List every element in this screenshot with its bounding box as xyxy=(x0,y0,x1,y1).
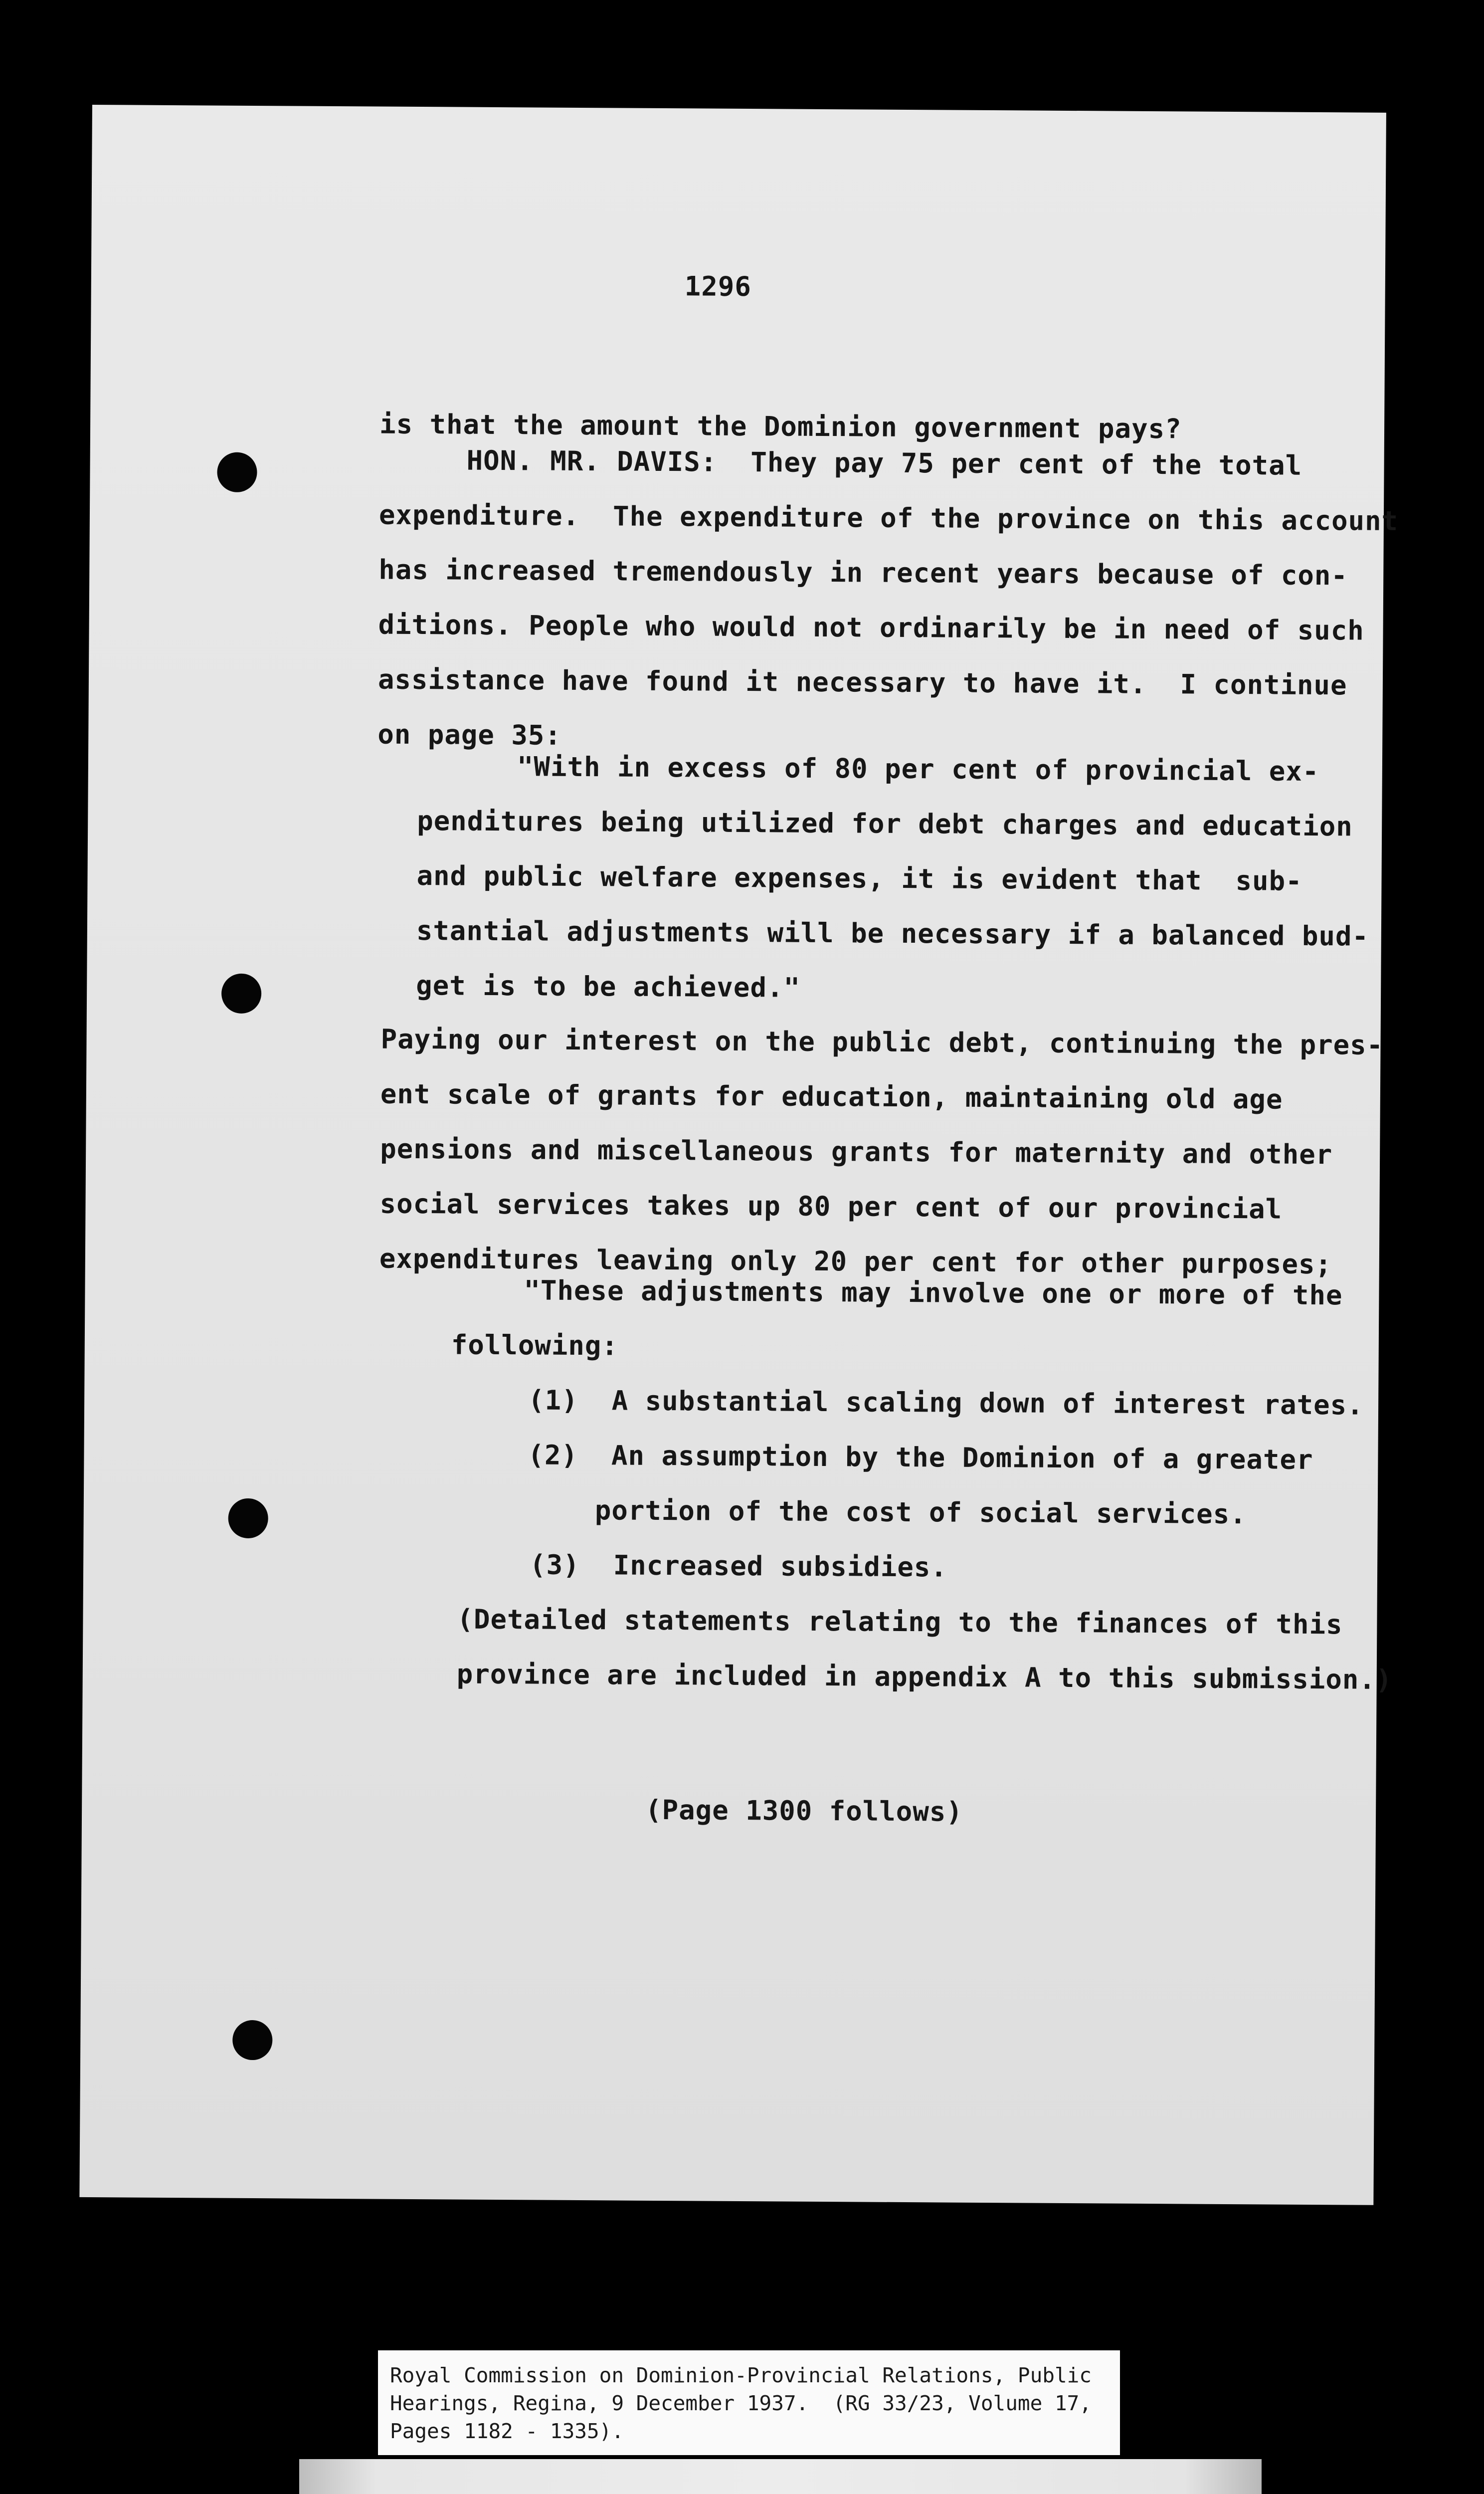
punch-hole xyxy=(232,2020,272,2060)
text-line: HON. MR. DAVIS: They pay 75 per cent of the total xyxy=(466,444,1302,481)
text-line: on page 35: xyxy=(377,718,562,751)
text-line: ditions. People who would not ordinarily be in need of such xyxy=(378,609,1364,646)
text-line: has increased tremendously in recent years because of con- xyxy=(378,554,1348,592)
quote-line: get is to be achieved." xyxy=(416,969,801,1004)
paragraph-line: pensions and miscellaneous grants for maternity and other xyxy=(380,1133,1333,1171)
archive-reference-label xyxy=(378,2350,1120,2455)
list-item: portion of the cost of social services. xyxy=(594,1494,1247,1530)
paragraph-line: social services takes up 80 per cent of our provincial xyxy=(379,1188,1283,1225)
quote-line: "These adjustments may involve one or more of the xyxy=(524,1274,1343,1311)
text-line: assistance have found it necessary to have it. I continue xyxy=(377,663,1347,701)
paragraph-line: ent scale of grants for education, maintaining old age xyxy=(380,1078,1283,1115)
note-line: (Detailed statements relating to the finances of this xyxy=(457,1603,1343,1641)
label-line: Royal Commission on Dominion-Provincial Relations, Public xyxy=(390,2363,1092,2387)
quote-line: and public welfare expenses, it is evident that sub- xyxy=(416,860,1302,897)
punch-hole xyxy=(217,452,257,492)
document-page xyxy=(79,105,1399,2205)
list-item: (2) An assumption by the Dominion of a greater xyxy=(528,1439,1313,1476)
paragraph-line: Paying our interest on the public debt, continuing the pres- xyxy=(380,1023,1384,1061)
note-line: province are included in appendix A to this submission.) xyxy=(456,1658,1393,1695)
page-footer: (Page 1300 follows) xyxy=(645,1794,963,1828)
page-number: 1296 xyxy=(684,270,752,303)
text-line: is that the amount the Dominion government pays? xyxy=(379,408,1182,445)
archives-stamp xyxy=(299,2459,1262,2494)
list-item: (1) A substantial scaling down of interest rates. xyxy=(528,1384,1364,1421)
punch-hole xyxy=(221,974,261,1014)
punch-hole xyxy=(228,1498,268,1538)
paragraph-line: expenditures leaving only 20 per cent for other purposes; xyxy=(379,1243,1332,1280)
list-item: (3) Increased subsidies. xyxy=(529,1549,948,1583)
text-line: expenditure. The expenditure of the province on this account xyxy=(378,499,1399,537)
quote-line: stantial adjustments will be necessary if a balanced bud- xyxy=(416,915,1369,952)
quote-line: penditures being utilized for debt charges and education xyxy=(417,805,1353,842)
label-line: Pages 1182 - 1335). xyxy=(390,2419,624,2443)
quote-line: following: xyxy=(451,1329,619,1362)
label-line: Hearings, Regina, 9 December 1937. (RG 33/23, Volume 17, xyxy=(390,2391,1092,2415)
quote-line: "With in excess of 80 per cent of provincial ex- xyxy=(517,751,1319,788)
